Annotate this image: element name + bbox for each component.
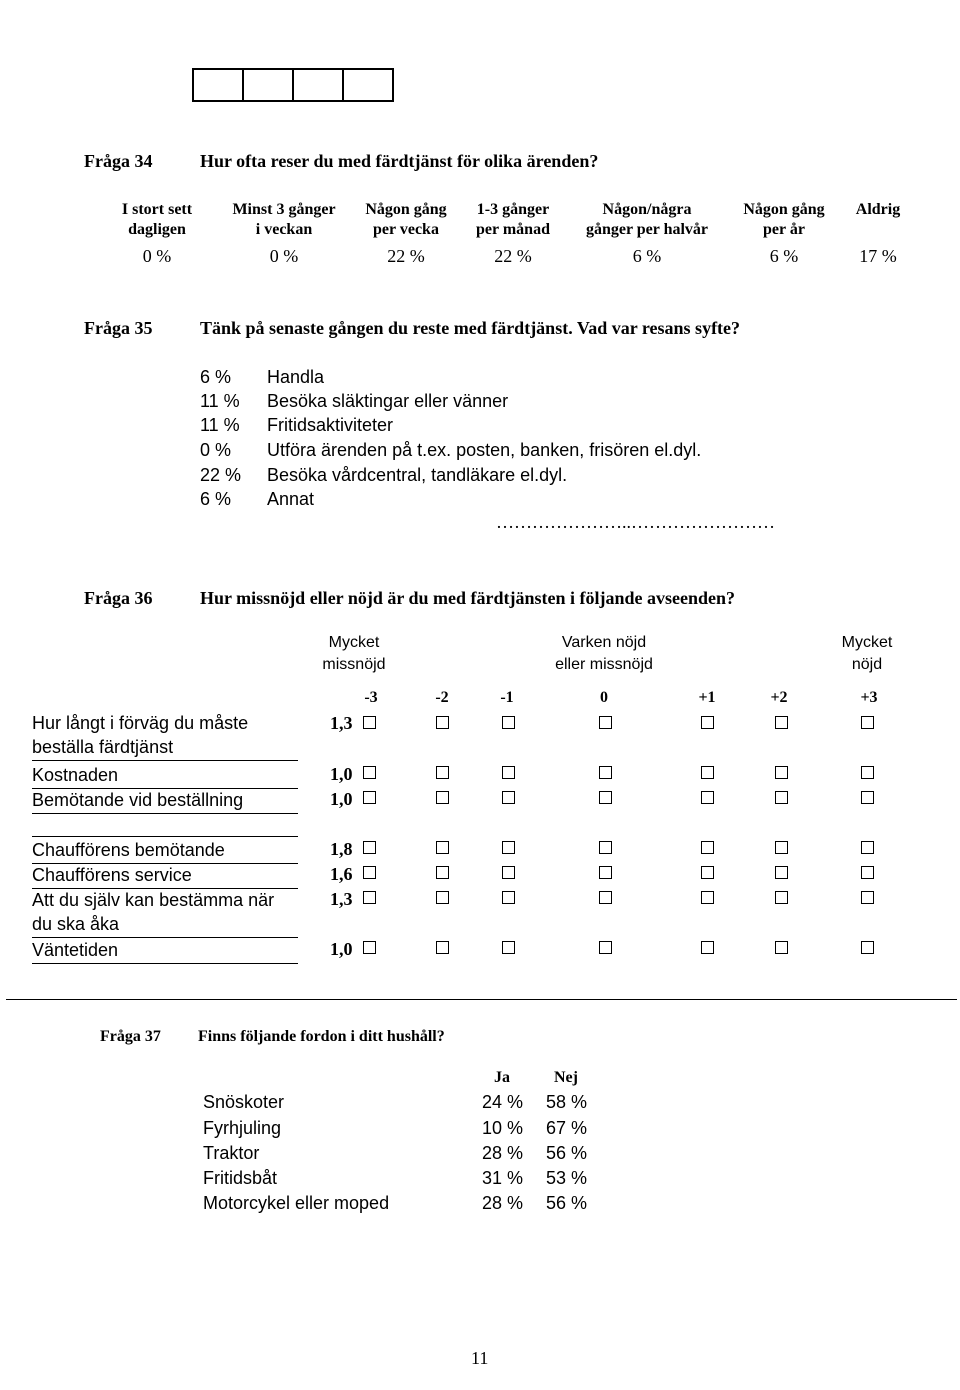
q37-row-yes: 24 % <box>482 1092 524 1112</box>
q34-col-label: Minst 3 gånger <box>232 201 336 218</box>
q36-checkbox[interactable] <box>775 941 788 954</box>
q36-checkbox[interactable] <box>599 866 612 879</box>
q36-checkbox[interactable] <box>775 716 788 729</box>
q34-col-label: per månad <box>476 221 550 238</box>
q37-row-no: 58 % <box>546 1092 588 1112</box>
q34-col-label: Någon/några <box>602 201 692 218</box>
q36-anchor-label: Varken nöjd <box>561 634 647 651</box>
answer-box[interactable] <box>194 70 244 100</box>
q36-checkbox[interactable] <box>436 766 449 779</box>
q36-row-mean: 1,0 <box>330 939 353 959</box>
q37-row-label: Fritidsbåt <box>203 1168 278 1188</box>
q36-checkbox[interactable] <box>502 791 515 804</box>
q36-checkbox[interactable] <box>502 891 515 904</box>
q37-row-label: Snöskoter <box>203 1092 285 1112</box>
q36-row-mean: 1,3 <box>330 713 353 733</box>
section-separator <box>6 999 957 1000</box>
q36-row-label <box>32 938 298 964</box>
q37-row-yes: 31 % <box>482 1168 524 1188</box>
q34-col-label: per vecka <box>373 221 439 238</box>
q36-checkbox[interactable] <box>701 766 714 779</box>
q35-number: Fråga 35 <box>84 318 153 338</box>
q34-col-value: 0 % <box>269 246 299 266</box>
q37-row-no: 56 % <box>546 1143 588 1163</box>
q34-col-value: 6 % <box>769 246 799 266</box>
q36-checkbox[interactable] <box>502 766 515 779</box>
q36-scale-value: +2 <box>770 689 788 706</box>
q36-checkbox[interactable] <box>363 766 376 779</box>
q36-anchor-label: Mycket <box>328 634 380 651</box>
q36-anchor-negative <box>279 632 429 676</box>
q36-checkbox[interactable] <box>502 841 515 854</box>
q36-row-text: beställa färdtjänst <box>32 737 174 757</box>
q34-col-label: dagligen <box>128 221 186 238</box>
q36-checkbox[interactable] <box>861 716 874 729</box>
q35-option-label: Besöka släktingar eller vänner <box>267 391 509 411</box>
q36-checkbox[interactable] <box>436 866 449 879</box>
q36-scale-value: 0 <box>600 689 608 706</box>
q36-checkbox[interactable] <box>502 866 515 879</box>
q36-checkbox[interactable] <box>775 891 788 904</box>
q35-option-label: Annat <box>267 489 315 509</box>
q37-question: Finns följande fordon i ditt hushåll? <box>198 1028 445 1045</box>
answer-box[interactable] <box>294 70 344 100</box>
q34-number: Fråga 34 <box>84 151 153 171</box>
q36-group-divider <box>32 836 298 837</box>
answer-box[interactable] <box>244 70 294 100</box>
q36-scale-value: +3 <box>860 689 878 706</box>
q36-row-text: Väntetiden <box>32 940 119 960</box>
q36-row-mean: 1,0 <box>330 789 353 809</box>
q36-anchor-neutral <box>529 632 679 676</box>
q36-row-mean: 1,0 <box>330 764 353 784</box>
q34-col-label: i veckan <box>255 221 313 238</box>
q35-option-pct: 0 % <box>200 440 232 460</box>
q37-row-yes: 10 % <box>482 1118 524 1138</box>
q36-anchor-label: missnöjd <box>322 656 386 673</box>
q34-col-label: 1-3 gånger <box>476 201 550 218</box>
q36-question: Hur missnöjd eller nöjd är du med färdtjänsten i följande avseenden? <box>200 588 736 608</box>
q36-checkbox[interactable] <box>701 791 714 804</box>
q36-checkbox[interactable] <box>363 791 376 804</box>
q36-checkbox[interactable] <box>861 791 874 804</box>
q34-question: Hur ofta reser du med färdtjänst för olika ärenden? <box>200 151 599 171</box>
q36-checkbox[interactable] <box>861 891 874 904</box>
q36-row-mean: 1,8 <box>330 839 353 859</box>
q37-number: Fråga 37 <box>100 1028 161 1045</box>
q36-checkbox[interactable] <box>775 841 788 854</box>
q35-other-line[interactable]: …………………..…………………… <box>496 512 775 532</box>
q36-checkbox[interactable] <box>363 841 376 854</box>
q35-option-pct: 6 % <box>200 367 232 387</box>
q36-checkbox[interactable] <box>861 841 874 854</box>
q36-row-text: Bemötande vid beställning <box>32 790 244 810</box>
q36-row-text: Chaufförens service <box>32 865 192 885</box>
q37-col-yes: Ja <box>494 1069 510 1086</box>
q34-col-value: 6 % <box>632 246 662 266</box>
q36-checkbox[interactable] <box>599 841 612 854</box>
q35-option-pct: 11 % <box>200 415 240 435</box>
q36-row-label <box>32 711 298 761</box>
page-number: 11 <box>471 1348 489 1368</box>
q35-option-label: Fritidsaktiviteter <box>267 415 394 435</box>
q37-row-label: Traktor <box>203 1143 260 1163</box>
q36-checkbox[interactable] <box>363 866 376 879</box>
q34-col-label: Aldrig <box>855 201 901 218</box>
q36-row-label <box>32 838 298 864</box>
q37-col-no: Nej <box>554 1069 578 1086</box>
q36-checkbox[interactable] <box>701 941 714 954</box>
q36-checkbox[interactable] <box>436 841 449 854</box>
q36-checkbox[interactable] <box>775 766 788 779</box>
q36-checkbox[interactable] <box>701 841 714 854</box>
q35-option-pct: 22 % <box>200 465 242 485</box>
q36-row-text: Kostnaden <box>32 765 119 785</box>
q36-row-label <box>32 888 298 938</box>
q34-col-value: 17 % <box>859 246 897 266</box>
q36-checkbox[interactable] <box>775 866 788 879</box>
q36-anchor-label: nöjd <box>851 656 883 673</box>
q34-col-label: I stort sett <box>121 201 193 218</box>
q37-row-yes: 28 % <box>482 1193 524 1213</box>
q36-checkbox[interactable] <box>436 941 449 954</box>
q36-checkbox[interactable] <box>701 866 714 879</box>
q36-checkbox[interactable] <box>436 716 449 729</box>
q34-col-label: per år <box>763 221 805 238</box>
q36-checkbox[interactable] <box>599 891 612 904</box>
q34-col-value: 0 % <box>142 246 172 266</box>
q37-row-yes: 28 % <box>482 1143 524 1163</box>
q36-row-mean: 1,6 <box>330 864 353 884</box>
q35-question: Tänk på senaste gången du reste med färdtjänst. Vad var resans syfte? <box>200 318 741 338</box>
q37-row-no: 67 % <box>546 1118 588 1138</box>
q35-option-label: Handla <box>267 367 325 387</box>
q36-checkbox[interactable] <box>502 941 515 954</box>
q36-row-label <box>32 763 298 789</box>
q36-row-text: Chaufförens bemötande <box>32 840 225 860</box>
q35-option-label: Besöka vårdcentral, tandläkare el.dyl. <box>267 465 568 485</box>
q36-checkbox[interactable] <box>502 716 515 729</box>
q36-checkbox[interactable] <box>363 891 376 904</box>
q36-scale-value: -3 <box>364 689 378 706</box>
q34-col-label: Någon gång <box>743 201 825 218</box>
q36-scale-value: -1 <box>500 689 514 706</box>
q36-checkbox[interactable] <box>861 866 874 879</box>
q35-option-pct: 11 % <box>200 391 240 411</box>
q36-scale-value: -2 <box>435 689 449 706</box>
q36-number: Fråga 36 <box>84 588 153 608</box>
q36-row-text: du ska åka <box>32 914 120 934</box>
q36-checkbox[interactable] <box>701 891 714 904</box>
answer-box[interactable] <box>344 70 392 100</box>
q35-option-pct: 6 % <box>200 489 232 509</box>
q36-row-text: Hur långt i förväg du måste <box>32 713 249 733</box>
q36-checkbox[interactable] <box>599 716 612 729</box>
q37-row-no: 56 % <box>546 1193 588 1213</box>
q36-anchor-label: eller missnöjd <box>555 656 653 673</box>
q36-anchor-label: Mycket <box>841 634 893 651</box>
q36-checkbox[interactable] <box>363 716 376 729</box>
q36-checkbox[interactable] <box>861 766 874 779</box>
q36-scale-value: +1 <box>698 689 716 706</box>
q36-row-mean: 1,3 <box>330 889 353 909</box>
q36-checkbox[interactable] <box>701 716 714 729</box>
q36-checkbox[interactable] <box>436 791 449 804</box>
top-answer-boxes <box>192 68 394 102</box>
q36-checkbox[interactable] <box>599 791 612 804</box>
q34-col-label: Någon gång <box>365 201 447 218</box>
q36-checkbox[interactable] <box>436 891 449 904</box>
q37-row-no: 53 % <box>546 1168 588 1188</box>
q34-col-label: gånger per halvår <box>585 221 709 238</box>
q35-option-label: Utföra ärenden på t.ex. posten, banken, frisören el.dyl. <box>267 440 702 460</box>
q37-row-label: Fyrhjuling <box>203 1118 282 1138</box>
q36-checkbox[interactable] <box>775 791 788 804</box>
q34-col-value: 22 % <box>494 246 532 266</box>
q36-anchor-positive <box>792 632 942 676</box>
q36-row-label <box>32 788 298 814</box>
q37-row-label: Motorcykel eller moped <box>203 1193 390 1213</box>
q36-row-label <box>32 863 298 889</box>
q36-row-text: Att du själv kan bestämma när <box>32 890 275 910</box>
q36-checkbox[interactable] <box>861 941 874 954</box>
q34-col-value: 22 % <box>387 246 425 266</box>
q36-checkbox[interactable] <box>363 941 376 954</box>
q36-checkbox[interactable] <box>599 941 612 954</box>
q36-checkbox[interactable] <box>599 766 612 779</box>
